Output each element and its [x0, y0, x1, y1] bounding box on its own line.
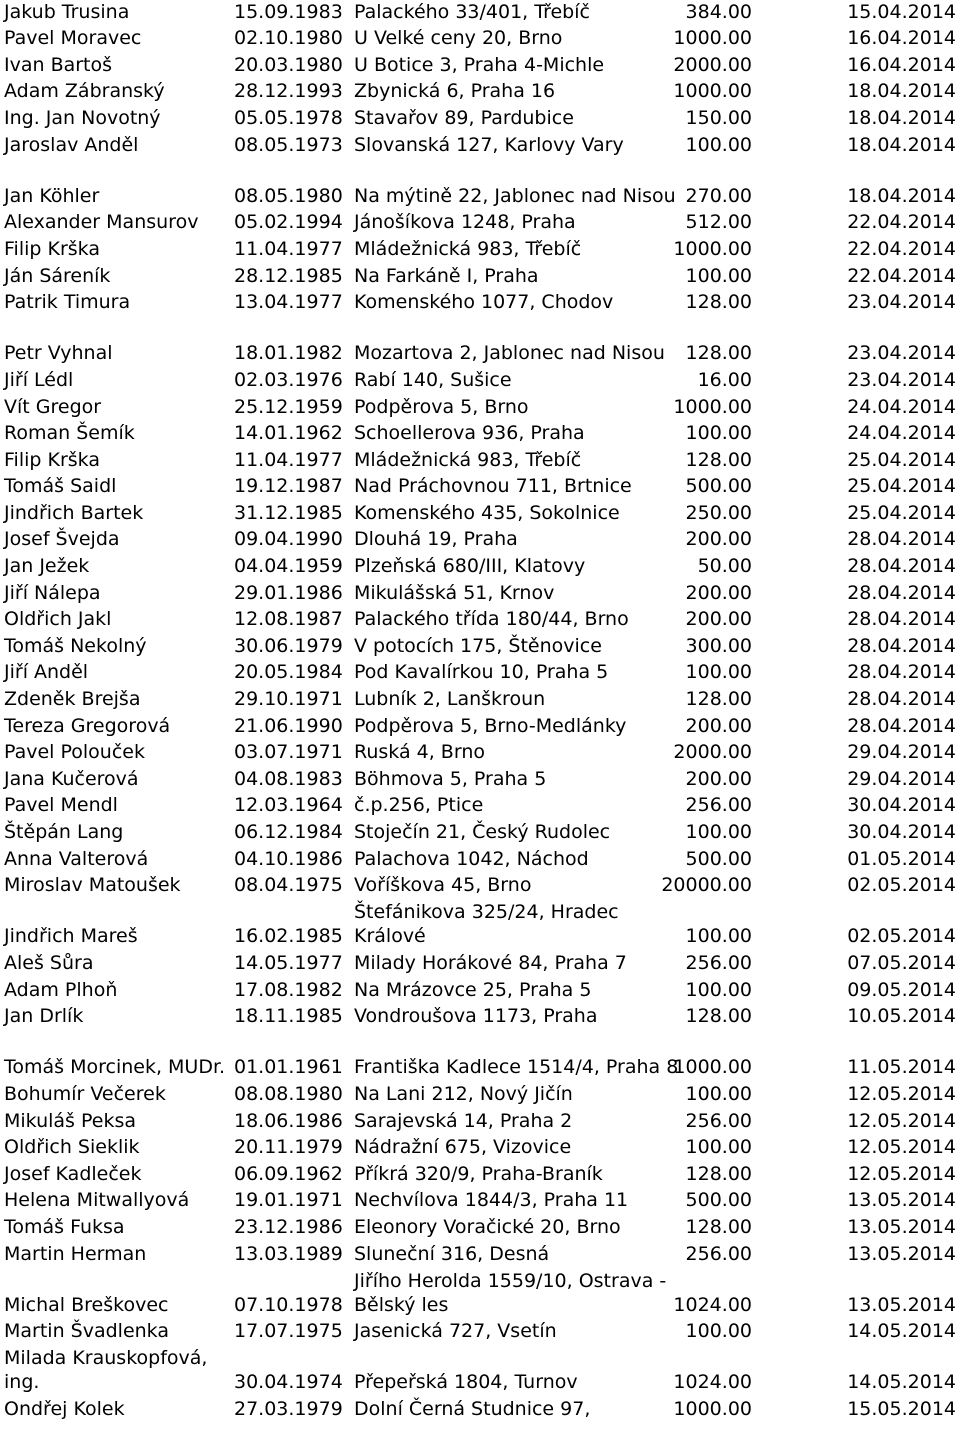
- address-cell: Jiřího Herolda 1559/10, Ostrava - Bělský les: [354, 1269, 667, 1316]
- amount-cell: 200.00: [685, 581, 752, 604]
- table-row: [0, 1110, 960, 1137]
- amount-cell: 256.00: [685, 1242, 752, 1265]
- birth-date-cell: 12.03.1964: [234, 794, 343, 817]
- table-row: [0, 265, 960, 292]
- payment-date-cell: 22.04.2014: [847, 237, 956, 260]
- table-row: [0, 821, 960, 848]
- table-row: [0, 1347, 960, 1398]
- birth-date-cell: 20.03.1980: [234, 53, 343, 76]
- address-cell: Františka Kadlece 1514/4, Praha 8: [354, 1056, 679, 1079]
- birth-date-cell: 13.03.1989: [234, 1242, 343, 1265]
- payment-date-cell: 02.05.2014: [847, 925, 956, 948]
- amount-cell: 1024.00: [673, 1371, 752, 1394]
- birth-date-cell: 08.04.1975: [234, 874, 343, 897]
- name-cell: Josef Kadleček: [4, 1162, 142, 1185]
- amount-cell: 256.00: [685, 1109, 752, 1132]
- table-row: [0, 1137, 960, 1164]
- amount-cell: 2000.00: [673, 741, 752, 764]
- table-row: [0, 1, 960, 28]
- payment-date-cell: 22.04.2014: [847, 211, 956, 234]
- amount-cell: 128.00: [685, 1005, 752, 1028]
- name-cell: Tomáš Saidl: [4, 475, 117, 498]
- table-row: [0, 901, 960, 952]
- table-row: [0, 688, 960, 715]
- payment-date-cell: 15.04.2014: [847, 0, 956, 23]
- table-row: [0, 952, 960, 979]
- birth-date-cell: 21.06.1990: [234, 714, 343, 737]
- table-row: [0, 449, 960, 476]
- birth-date-cell: 20.11.1979: [234, 1136, 343, 1159]
- table-row: [0, 212, 960, 239]
- payment-date-cell: 28.04.2014: [847, 714, 956, 737]
- address-cell: Palackého 33/401, Třebíč: [354, 0, 590, 23]
- payment-date-cell: 28.04.2014: [847, 555, 956, 578]
- name-cell: Ing. Jan Novotný: [4, 106, 161, 129]
- amount-cell: 128.00: [685, 291, 752, 314]
- amount-cell: 100.00: [685, 264, 752, 287]
- amount-cell: 200.00: [685, 767, 752, 790]
- amount-cell: 100.00: [685, 661, 752, 684]
- birth-date-cell: 02.10.1980: [234, 27, 343, 50]
- name-cell: Filip Krška: [4, 448, 100, 471]
- name-cell: Martin Švadlenka: [4, 1320, 169, 1343]
- name-cell: Tomáš Fuksa: [4, 1215, 125, 1238]
- payment-date-cell: 29.04.2014: [847, 767, 956, 790]
- amount-cell: 150.00: [685, 106, 752, 129]
- amount-cell: 1000.00: [673, 80, 752, 103]
- payment-date-cell: 13.05.2014: [847, 1242, 956, 1265]
- payment-date-cell: 12.05.2014: [847, 1109, 956, 1132]
- amount-cell: 200.00: [685, 528, 752, 551]
- amount-cell: 1000.00: [673, 27, 752, 50]
- amount-cell: 100.00: [685, 925, 752, 948]
- table-row: [0, 28, 960, 55]
- amount-cell: 128.00: [685, 688, 752, 711]
- table-row: [0, 81, 960, 108]
- payment-date-cell: 02.05.2014: [847, 874, 956, 897]
- table-row: [0, 715, 960, 742]
- birth-date-cell: 16.02.1985: [234, 925, 343, 948]
- address-cell: Jasenická 727, Vsetín: [354, 1320, 557, 1343]
- table-row: [0, 54, 960, 81]
- name-cell: Alexander Mansurov: [4, 211, 199, 234]
- payment-date-cell: 30.04.2014: [847, 794, 956, 817]
- amount-cell: 250.00: [685, 501, 752, 524]
- birth-date-cell: 17.08.1982: [234, 978, 343, 1001]
- amount-cell: 512.00: [685, 211, 752, 234]
- address-cell: Mikulášská 51, Krnov: [354, 581, 555, 604]
- amount-cell: 100.00: [685, 978, 752, 1001]
- payment-date-cell: 30.04.2014: [847, 821, 956, 843]
- name-cell: Bohumír Večerek: [4, 1082, 166, 1105]
- address-cell: Nechvílova 1844/3, Praha 11: [354, 1189, 629, 1212]
- name-cell: Patrik Timura: [4, 291, 131, 314]
- name-cell: Jan Ježek: [4, 555, 90, 578]
- amount-cell: 128.00: [685, 1215, 752, 1238]
- amount-cell: 200.00: [685, 714, 752, 737]
- birth-date-cell: 18.11.1985: [234, 1005, 343, 1028]
- payment-date-cell: 23.04.2014: [847, 342, 956, 365]
- name-cell: Jiří Nálepa: [4, 581, 101, 604]
- table-row: [0, 292, 960, 319]
- payment-date-cell: 18.04.2014: [847, 106, 956, 129]
- address-cell: Dlouhá 19, Praha: [354, 528, 518, 551]
- amount-cell: 100.00: [685, 1136, 752, 1159]
- birth-date-cell: 04.08.1983: [234, 767, 343, 790]
- address-cell: Na mýtině 22, Jablonec nad Nisou: [354, 184, 676, 207]
- birth-date-cell: 27.03.1979: [234, 1398, 343, 1421]
- name-cell: Anna Valterová: [4, 847, 149, 870]
- address-cell: Böhmova 5, Praha 5: [354, 767, 547, 790]
- birth-date-cell: 11.04.1977: [234, 237, 343, 260]
- name-cell: Petr Vyhnal: [4, 342, 113, 365]
- payment-date-cell: 28.04.2014: [847, 581, 956, 604]
- name-cell: Jan Drlík: [4, 1005, 84, 1028]
- table-row: [0, 742, 960, 769]
- amount-cell: 500.00: [685, 1189, 752, 1212]
- address-cell: Mozartova 2, Jablonec nad Nisou: [354, 342, 665, 365]
- address-cell: Na Mrázovce 25, Praha 5: [354, 978, 592, 1001]
- address-cell: Voříškova 45, Brno: [354, 874, 532, 897]
- name-cell: Ján Sáreník: [4, 264, 111, 287]
- birth-date-cell: 04.04.1959: [234, 555, 343, 578]
- address-cell: Schoellerova 936, Praha: [354, 422, 585, 445]
- address-cell: Přepeřská 1804, Turnov: [354, 1371, 578, 1394]
- name-cell: Tomáš Morcinek, MUDr.: [4, 1056, 226, 1079]
- address-cell: Příkrá 320/9, Praha-Braník: [354, 1162, 603, 1185]
- address-cell: Lubník 2, Lanškroun: [354, 688, 546, 711]
- address-cell: Na Farkáně I, Praha: [354, 264, 539, 287]
- payment-date-cell: 18.04.2014: [847, 184, 956, 207]
- name-cell: Pavel Mendl: [4, 794, 118, 817]
- birth-date-cell: 11.04.1977: [234, 448, 343, 471]
- name-cell: Jan Köhler: [4, 184, 100, 207]
- name-cell: Milada Krauskopfová, ing.: [4, 1347, 208, 1394]
- table-row: [0, 369, 960, 396]
- amount-cell: 20000.00: [661, 874, 752, 897]
- payment-date-cell: 09.05.2014: [847, 978, 956, 1001]
- address-cell: Rabí 140, Sušice: [354, 368, 512, 391]
- address-cell: Nádražní 675, Vizovice: [354, 1136, 572, 1159]
- payment-date-cell: 13.05.2014: [847, 1293, 956, 1316]
- address-cell: Mládežnická 983, Třebíč: [354, 448, 582, 471]
- amount-cell: 270.00: [685, 184, 752, 207]
- payment-date-cell: 29.04.2014: [847, 741, 956, 764]
- name-cell: Adam Zábranský: [4, 80, 165, 103]
- payment-date-cell: 15.05.2014: [847, 1398, 956, 1421]
- address-cell: Nad Práchovnou 711, Brtnice: [354, 475, 632, 498]
- name-cell: Martin Herman: [4, 1242, 147, 1265]
- payment-date-cell: 24.04.2014: [847, 422, 956, 445]
- payment-date-cell: 12.05.2014: [847, 1082, 956, 1105]
- address-cell: Zbynická 6, Praha 16: [354, 80, 556, 103]
- name-cell: Helena Mitwallyová: [4, 1189, 190, 1212]
- address-cell: U Velké ceny 20, Brno: [354, 27, 563, 50]
- name-cell: Josef Švejda: [4, 528, 120, 551]
- payment-date-cell: 14.05.2014: [847, 1320, 956, 1343]
- name-cell: Jindřich Bartek: [4, 501, 144, 524]
- birth-date-cell: 18.06.1986: [234, 1109, 343, 1132]
- birth-date-cell: 06.09.1962: [234, 1162, 343, 1185]
- payment-date-cell: 13.05.2014: [847, 1215, 956, 1238]
- payment-date-cell: 16.04.2014: [847, 27, 956, 50]
- name-cell: Pavel Polouček: [4, 741, 145, 764]
- birth-date-cell: 19.12.1987: [234, 475, 343, 498]
- table-row: [0, 1163, 960, 1190]
- birth-date-cell: 05.02.1994: [234, 211, 343, 234]
- table-row: [0, 795, 960, 822]
- payment-date-cell: 14.05.2014: [847, 1371, 956, 1394]
- name-cell: Mikuláš Peksa: [4, 1109, 137, 1132]
- address-cell: Stavařov 89, Pardubice: [354, 106, 574, 129]
- table-row: [0, 768, 960, 795]
- birth-date-cell: 12.08.1987: [234, 608, 343, 631]
- table-row: [0, 1006, 960, 1033]
- table-row: [0, 396, 960, 423]
- birth-date-cell: 08.05.1973: [234, 133, 343, 156]
- table-row: [0, 1321, 960, 1348]
- table-row: [0, 1190, 960, 1217]
- address-cell: Podpěrova 5, Brno-Medlánky: [354, 714, 627, 737]
- name-cell: Oldřich Sieklik: [4, 1136, 140, 1159]
- table-row: [0, 582, 960, 609]
- amount-cell: 500.00: [685, 475, 752, 498]
- name-cell: Filip Krška: [4, 237, 100, 260]
- name-cell: Ondřej Kolek: [4, 1398, 125, 1421]
- amount-cell: 100.00: [685, 821, 752, 843]
- table-row: [0, 848, 960, 875]
- amount-cell: 300.00: [685, 634, 752, 657]
- address-cell: Štefánikova 325/24, Hradec Králové: [354, 901, 619, 948]
- birth-date-cell: 17.07.1975: [234, 1320, 343, 1343]
- payment-date-cell: 25.04.2014: [847, 475, 956, 498]
- amount-cell: 200.00: [685, 608, 752, 631]
- payment-date-cell: 28.04.2014: [847, 634, 956, 657]
- birth-date-cell: 01.01.1961: [234, 1056, 343, 1079]
- table-row: [0, 1032, 960, 1083]
- name-cell: Aleš Sůra: [4, 951, 94, 974]
- birth-date-cell: 25.12.1959: [234, 395, 343, 418]
- name-cell: Tereza Gregorová: [4, 714, 171, 737]
- table-row: [0, 662, 960, 689]
- birth-date-cell: 15.09.1983: [234, 0, 343, 23]
- address-cell: Sarajevská 14, Praha 2: [354, 1109, 573, 1132]
- table-row: [0, 1083, 960, 1110]
- birth-date-cell: 20.05.1984: [234, 661, 343, 684]
- birth-date-cell: 18.01.1982: [234, 342, 343, 365]
- address-cell: Dolní Černá Studnice 97,: [354, 1398, 591, 1421]
- payment-date-cell: 10.05.2014: [847, 1005, 956, 1028]
- name-cell: Miroslav Matoušek: [4, 874, 181, 897]
- amount-cell: 1024.00: [673, 1293, 752, 1316]
- amount-cell: 100.00: [685, 1320, 752, 1343]
- address-cell: Palachova 1042, Náchod: [354, 847, 589, 870]
- amount-cell: 100.00: [685, 422, 752, 445]
- name-cell: Pavel Moravec: [4, 27, 142, 50]
- name-cell: Jakub Trusina: [4, 0, 130, 23]
- birth-date-cell: 05.05.1978: [234, 106, 343, 129]
- payment-date-cell: 23.04.2014: [847, 368, 956, 391]
- address-cell: Mládežnická 983, Třebíč: [354, 237, 582, 260]
- table-row: [0, 1216, 960, 1243]
- name-cell: Adam Plhoň: [4, 978, 118, 1001]
- table-row: [0, 1243, 960, 1270]
- amount-cell: 50.00: [697, 555, 752, 578]
- birth-date-cell: 02.03.1976: [234, 368, 343, 391]
- name-cell: Jiří Anděl: [4, 661, 89, 684]
- birth-date-cell: 19.01.1971: [234, 1189, 343, 1212]
- name-cell: Jana Kučerová: [4, 767, 139, 790]
- payment-date-cell: 18.04.2014: [847, 133, 956, 156]
- birth-date-cell: 09.04.1990: [234, 528, 343, 551]
- table-row: [0, 1270, 960, 1321]
- amount-cell: 1000.00: [673, 1398, 752, 1421]
- birth-date-cell: 30.06.1979: [234, 634, 343, 657]
- amount-cell: 1000.00: [673, 237, 752, 260]
- birth-date-cell: 04.10.1986: [234, 847, 343, 870]
- address-cell: Stoječín 21, Český Rudolec: [354, 821, 611, 843]
- payment-date-cell: 18.04.2014: [847, 80, 956, 103]
- amount-cell: 2000.00: [673, 53, 752, 76]
- address-cell: Sluneční 316, Desná: [354, 1242, 550, 1265]
- birth-date-cell: 03.07.1971: [234, 741, 343, 764]
- table-row: [0, 635, 960, 662]
- amount-cell: 256.00: [685, 951, 752, 974]
- payment-date-cell: 16.04.2014: [847, 53, 956, 76]
- birth-date-cell: 23.12.1986: [234, 1215, 343, 1238]
- payment-date-cell: 22.04.2014: [847, 264, 956, 287]
- name-cell: Ivan Bartoš: [4, 53, 113, 76]
- name-cell: Jiří Lédl: [4, 368, 74, 391]
- payment-date-cell: 24.04.2014: [847, 395, 956, 418]
- payment-date-cell: 07.05.2014: [847, 951, 956, 974]
- birth-date-cell: 06.12.1984: [234, 821, 343, 843]
- address-cell: Na Lani 212, Nový Jičín: [354, 1082, 573, 1105]
- amount-cell: 100.00: [685, 133, 752, 156]
- payment-date-cell: 28.04.2014: [847, 528, 956, 551]
- amount-cell: 1000.00: [673, 395, 752, 418]
- table-row: [0, 875, 960, 902]
- address-cell: V potocích 175, Štěnovice: [354, 634, 602, 657]
- name-cell: Jindřich Mareš: [4, 925, 138, 948]
- table-row: [0, 161, 960, 212]
- address-cell: č.p.256, Ptice: [354, 794, 484, 817]
- amount-cell: 16.00: [697, 368, 752, 391]
- name-cell: Tomáš Nekolný: [4, 634, 147, 657]
- birth-date-cell: 31.12.1985: [234, 501, 343, 524]
- table-row: [0, 423, 960, 450]
- amount-cell: 128.00: [685, 342, 752, 365]
- birth-date-cell: 08.08.1980: [234, 1082, 343, 1105]
- address-cell: Vondroušova 1173, Praha: [354, 1005, 598, 1028]
- birth-date-cell: 29.10.1971: [234, 688, 343, 711]
- amount-cell: 1000.00: [673, 1056, 752, 1079]
- birth-date-cell: 28.12.1993: [234, 80, 343, 103]
- address-cell: Eleonory Voračické 20, Brno: [354, 1215, 621, 1238]
- payment-date-cell: 23.04.2014: [847, 291, 956, 314]
- payment-date-cell: 28.04.2014: [847, 608, 956, 631]
- table-row: [0, 318, 960, 369]
- table-row: [0, 529, 960, 556]
- address-cell: Komenského 1077, Chodov: [354, 291, 614, 314]
- address-cell: Plzeňská 680/III, Klatovy: [354, 555, 586, 578]
- table-row: [0, 134, 960, 161]
- address-cell: U Botice 3, Praha 4-Michle: [354, 53, 605, 76]
- table-row: [0, 609, 960, 636]
- address-cell: Slovanská 127, Karlovy Vary: [354, 133, 624, 156]
- table-row: [0, 107, 960, 134]
- amount-cell: 128.00: [685, 1162, 752, 1185]
- name-cell: Roman Šemík: [4, 422, 135, 445]
- payment-date-cell: 01.05.2014: [847, 847, 956, 870]
- birth-date-cell: 13.04.1977: [234, 291, 343, 314]
- name-cell: Štěpán Lang: [4, 821, 124, 843]
- table-row: [0, 502, 960, 529]
- name-cell: Zdeněk Brejša: [4, 688, 141, 711]
- birth-date-cell: 30.04.1974: [234, 1371, 343, 1394]
- payment-date-cell: 28.04.2014: [847, 661, 956, 684]
- payment-date-cell: 28.04.2014: [847, 688, 956, 711]
- amount-cell: 500.00: [685, 847, 752, 870]
- address-cell: Pod Kavalírkou 10, Praha 5: [354, 661, 609, 684]
- address-cell: Ruská 4, Brno: [354, 741, 485, 764]
- table-row: [0, 555, 960, 582]
- birth-date-cell: 14.05.1977: [234, 951, 343, 974]
- table-row: [0, 979, 960, 1006]
- name-cell: Michal Breškovec: [4, 1293, 169, 1316]
- address-cell: Komenského 435, Sokolnice: [354, 501, 620, 524]
- amount-cell: 384.00: [685, 0, 752, 23]
- birth-date-cell: 07.10.1978: [234, 1293, 343, 1316]
- birth-date-cell: 14.01.1962: [234, 422, 343, 445]
- name-cell: Oldřich Jakl: [4, 608, 112, 631]
- amount-cell: 128.00: [685, 448, 752, 471]
- address-cell: Palackého třída 180/44, Brno: [354, 608, 629, 631]
- payment-date-cell: 25.04.2014: [847, 448, 956, 471]
- amount-cell: 256.00: [685, 794, 752, 817]
- name-cell: Jaroslav Anděl: [4, 133, 139, 156]
- table-row: [0, 1398, 960, 1425]
- address-cell: Podpěrova 5, Brno: [354, 395, 529, 418]
- birth-date-cell: 29.01.1986: [234, 581, 343, 604]
- payment-date-cell: 13.05.2014: [847, 1189, 956, 1212]
- amount-cell: 100.00: [685, 1082, 752, 1105]
- payment-date-cell: 12.05.2014: [847, 1162, 956, 1185]
- payment-date-cell: 12.05.2014: [847, 1136, 956, 1159]
- birth-date-cell: 28.12.1985: [234, 264, 343, 287]
- address-cell: Milady Horákové 84, Praha 7: [354, 951, 627, 974]
- table-row: [0, 476, 960, 503]
- payment-date-cell: 25.04.2014: [847, 501, 956, 524]
- address-cell: Jánošíkova 1248, Praha: [354, 211, 576, 234]
- payment-date-cell: 11.05.2014: [847, 1056, 956, 1079]
- name-cell: Vít Gregor: [4, 395, 102, 418]
- table-row: [0, 238, 960, 265]
- birth-date-cell: 08.05.1980: [234, 184, 343, 207]
